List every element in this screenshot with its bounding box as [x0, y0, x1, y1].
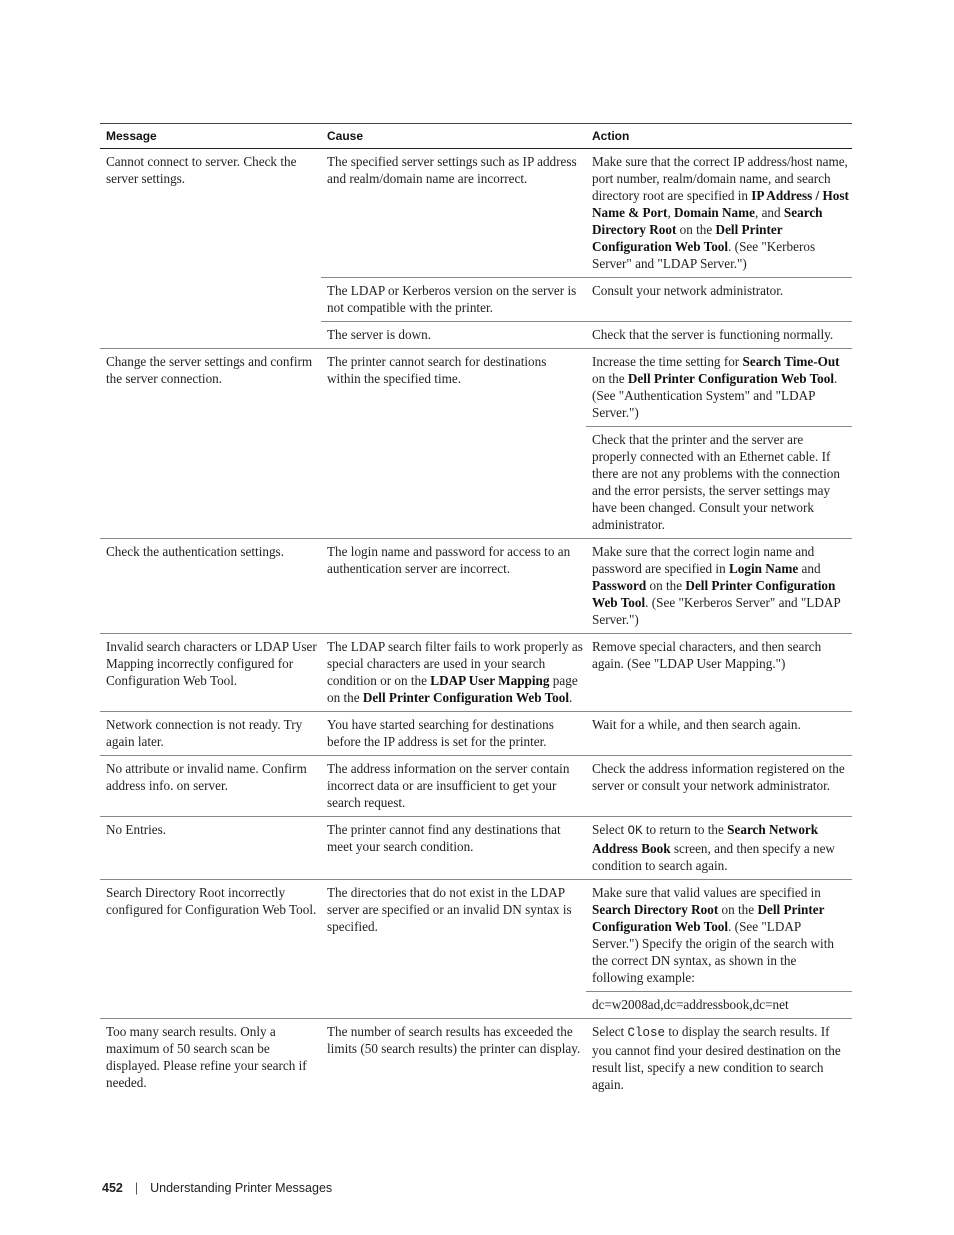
- text-segment: Make sure that the correct IP address/host name, port number, realm/domain name, and search directory root are specified in: [592, 154, 848, 203]
- text-segment: Increase the time setting for: [592, 354, 743, 369]
- text-segment: on the: [676, 222, 716, 237]
- message-cell: No attribute or invalid name. Confirm address info. on server.: [100, 756, 321, 817]
- text-segment: The printer cannot find any destinations that meet your search condition.: [327, 822, 561, 854]
- text-segment: on the: [718, 902, 758, 917]
- bold-text: Dell Printer Configuration Web Tool: [592, 578, 836, 610]
- cause-cell: [321, 539, 586, 634]
- footer-section-title: Understanding Printer Messages: [150, 1181, 333, 1195]
- message-cell: Invalid search characters or LDAP User Mapping incorrectly configured for Configuration Web Tool.: [100, 634, 321, 712]
- text-segment: The LDAP search filter fails to work properly as special characters are used in your search condition or on the: [327, 639, 583, 688]
- cause-cell: [321, 880, 586, 1019]
- table-row: [100, 634, 852, 712]
- column-header-action: Action: [586, 124, 852, 149]
- text-segment: on the: [646, 578, 686, 593]
- bold-text: Search Time-Out: [742, 354, 840, 369]
- action-cell: [586, 278, 852, 322]
- text-segment: Select: [592, 1024, 628, 1039]
- text-segment: Make sure that valid values are specified in: [592, 885, 821, 900]
- text-segment: , and: [754, 205, 784, 220]
- action-cell: [586, 349, 852, 427]
- table-header: [100, 124, 852, 149]
- action-cell: [586, 149, 852, 278]
- table-row: [100, 539, 852, 634]
- messages-table-wrapper: [100, 123, 852, 1098]
- cause-cell: [321, 349, 586, 539]
- printer-messages-table: [100, 123, 852, 1098]
- text-segment: . (See "LDAP Server.") Specify the origin of the search with the correct DN syntax, as shown in the following example:: [592, 919, 834, 985]
- bold-text: Dell Printer Configuration Web Tool: [627, 371, 835, 386]
- table-row: [100, 712, 852, 756]
- text-segment: . (See "Kerberos Server" and "LDAP Server."): [592, 239, 816, 271]
- cause-cell: [321, 712, 586, 756]
- text-segment: The login name and password for access to an authentication server are incorrect.: [327, 544, 571, 576]
- text-segment: The server is down.: [327, 327, 432, 342]
- text-segment: Make sure that the correct login name and password are specified in: [592, 544, 815, 576]
- bold-text: IP Address / Host Name & Port: [592, 188, 849, 220]
- text-segment: Consult your network administrator.: [592, 283, 784, 298]
- text-segment: The number of search results has exceeded the limits (50 search results) the printer can display.: [327, 1024, 581, 1056]
- cause-cell: [321, 1019, 586, 1099]
- ui-label-text: Close: [627, 1026, 666, 1040]
- text-segment: to return to the: [642, 822, 728, 837]
- column-header-message: Message: [100, 124, 321, 149]
- cause-cell: [321, 149, 586, 278]
- cause-cell: [321, 278, 586, 322]
- cause-cell: [321, 817, 586, 880]
- bold-text: Domain Name: [674, 205, 755, 220]
- text-segment: Check that the printer and the server are properly connected with an Ethernet cable. If there are not any problems with the connection and the error persists, the server settings may have been changed. Consult your network administrator.: [592, 432, 840, 532]
- bold-text: LDAP User Mapping: [430, 673, 550, 688]
- text-segment: to display the search results. If you cannot find your desired destination on the result list, specify a new condition to search again.: [592, 1024, 841, 1092]
- text-segment: Select: [592, 822, 628, 837]
- bold-text: Dell Printer Configuration Web Tool: [592, 222, 783, 254]
- text-segment: Remove special characters, and then search again. (See "LDAP User Mapping."): [592, 639, 822, 671]
- message-cell: No Entries.: [100, 817, 321, 880]
- table-row: [100, 817, 852, 880]
- text-segment: The specified server settings such as IP address and realm/domain name are incorrect.: [327, 154, 577, 186]
- message-cell: Cannot connect to server. Check the server settings.: [100, 149, 321, 349]
- action-cell: [586, 817, 852, 880]
- cause-cell: [321, 634, 586, 712]
- column-header-cause: Cause: [321, 124, 586, 149]
- action-cell: [586, 1019, 852, 1099]
- bold-text: Login Name: [728, 561, 799, 576]
- text-segment: ,: [667, 205, 675, 220]
- bold-text: Search Network Address Book: [592, 822, 819, 856]
- bold-text: Search Directory Root: [592, 902, 719, 917]
- text-segment: You have started searching for destinations before the IP address is set for the printer.: [327, 717, 554, 749]
- text-segment: The printer cannot search for destinations within the specified time.: [327, 354, 547, 386]
- cause-cell: [321, 756, 586, 817]
- table-row: [100, 149, 852, 278]
- table-row: [100, 1019, 852, 1099]
- text-segment: Check that the server is functioning normally.: [592, 327, 834, 342]
- action-cell: [586, 539, 852, 634]
- bold-text: Search Directory Root: [592, 205, 823, 237]
- ui-label-text: OK: [627, 824, 643, 838]
- text-segment: dc=w2008ad,dc=addressbook,dc=net: [592, 997, 789, 1012]
- action-cell: [586, 634, 852, 712]
- message-cell: Too many search results. Only a maximum of 50 search scan be displayed. Please refine your search if needed.: [100, 1019, 321, 1099]
- action-cell: [586, 322, 852, 349]
- text-segment: . (See "Authentication System" and "LDAP Server."): [592, 371, 838, 420]
- table-body: [100, 149, 852, 1099]
- action-cell: [586, 880, 852, 992]
- table-header-row: [100, 124, 852, 149]
- message-cell: Change the server settings and confirm the server connection.: [100, 349, 321, 539]
- bold-text: Password: [592, 578, 647, 593]
- text-segment: The directories that do not exist in the LDAP server are specified or an invalid DN syntax is specified.: [327, 885, 572, 934]
- action-cell: [586, 756, 852, 817]
- table-row: [100, 349, 852, 427]
- text-segment: .: [569, 690, 573, 705]
- page-footer: [102, 1181, 332, 1195]
- message-cell: Network connection is not ready. Try again later.: [100, 712, 321, 756]
- text-segment: page on the: [327, 673, 578, 705]
- text-segment: Check the address information registered on the server or consult your network administrator.: [592, 761, 845, 793]
- action-cell: [586, 427, 852, 539]
- page-number: 452: [102, 1181, 123, 1195]
- text-segment: . (See "Kerberos Server" and "LDAP Server."): [592, 595, 841, 627]
- bold-text: Dell Printer Configuration Web Tool: [362, 690, 570, 705]
- text-segment: Wait for a while, and then search again.: [592, 717, 801, 732]
- cause-cell: [321, 322, 586, 349]
- action-cell: [586, 712, 852, 756]
- table-row: [100, 756, 852, 817]
- message-cell: Check the authentication settings.: [100, 539, 321, 634]
- action-cell: [586, 992, 852, 1019]
- table-row: [100, 880, 852, 992]
- text-segment: on the: [592, 371, 628, 386]
- text-segment: The address information on the server contain incorrect data or are insufficient to get your search request.: [327, 761, 570, 810]
- text-segment: and: [798, 561, 821, 576]
- text-segment: The LDAP or Kerberos version on the server is not compatible with the printer.: [327, 283, 577, 315]
- text-segment: screen, and then specify a new condition to search again.: [592, 841, 835, 873]
- bold-text: Dell Printer Configuration Web Tool: [592, 902, 825, 934]
- footer-separator: |: [134, 1181, 139, 1195]
- message-cell: Search Directory Root incorrectly configured for Configuration Web Tool.: [100, 880, 321, 1019]
